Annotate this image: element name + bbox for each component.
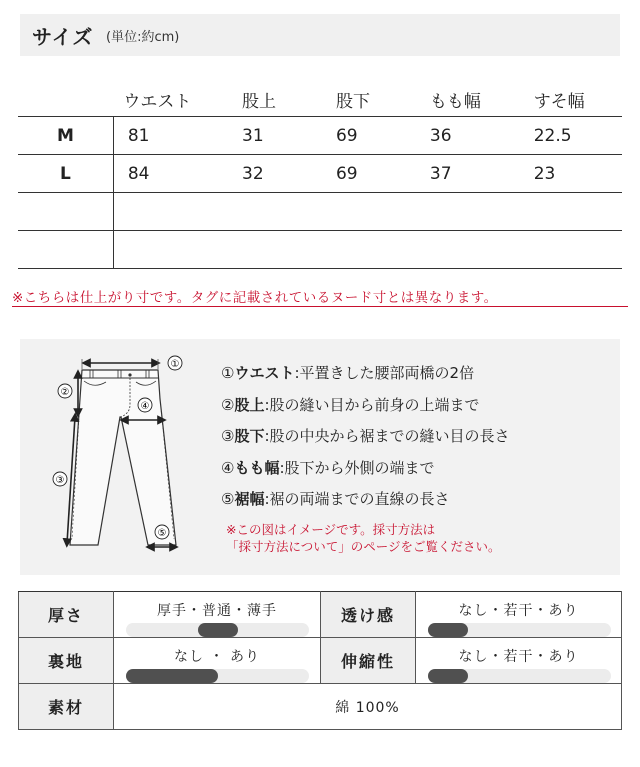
column-hem: すそ幅 bbox=[533, 92, 585, 112]
size-unit: (単位:約cm) bbox=[106, 30, 180, 45]
spec-material-value: 綿 100% bbox=[114, 684, 622, 730]
level-indicator bbox=[428, 623, 468, 637]
size-table bbox=[18, 83, 622, 269]
svg-text:⑤: ⑤ bbox=[157, 528, 167, 539]
size-label-empty bbox=[18, 193, 113, 231]
table-cell-empty bbox=[113, 231, 622, 269]
spec-options: 厚手・普通・薄手 bbox=[157, 603, 277, 619]
size-label-empty bbox=[18, 231, 113, 269]
pants-diagram-icon bbox=[20, 339, 220, 575]
spec-row bbox=[19, 638, 622, 684]
table-cell: 36 bbox=[430, 117, 534, 155]
column-inseam: 股下 bbox=[335, 92, 370, 112]
guide-item-waist: ①ウエスト:平置きした腰部両橋の2倍 bbox=[221, 364, 475, 382]
spec-row bbox=[19, 684, 622, 730]
table-cell: 37 bbox=[430, 155, 534, 193]
size-table-corner bbox=[18, 83, 113, 117]
table-cell: 69 bbox=[336, 155, 430, 193]
guide-item-inseam: ③股下:股の中央から裾までの縫い目の長さ bbox=[221, 427, 510, 445]
spec-lining bbox=[114, 638, 321, 684]
level-bar-track bbox=[126, 669, 309, 683]
table-cell: 69 bbox=[336, 117, 430, 155]
level-indicator bbox=[198, 623, 238, 637]
spec-options: なし ・ あり bbox=[174, 649, 260, 665]
spec-label-material: 素材 bbox=[19, 684, 114, 730]
size-label-l: L bbox=[18, 155, 113, 193]
spec-options: なし・若干・あり bbox=[458, 603, 579, 619]
table-cell-empty bbox=[113, 193, 622, 231]
svg-text:④: ④ bbox=[140, 401, 150, 412]
spec-thickness bbox=[114, 592, 321, 638]
column-thigh: もも幅 bbox=[429, 92, 481, 112]
column-waist: ウエスト bbox=[123, 92, 192, 112]
measurement-guide-list bbox=[221, 362, 510, 520]
finished-size-notice: ※こちらは仕上がり寸です。タグに記載されているヌード寸とは異なります。 bbox=[12, 290, 498, 306]
level-bar-track bbox=[126, 623, 309, 637]
table-cell: 23 bbox=[534, 155, 622, 193]
guide-item-hem: ⑤裾幅:裾の両端までの直線の長さ bbox=[221, 490, 450, 508]
size-title: サイズ bbox=[32, 25, 94, 49]
level-bar-track bbox=[428, 669, 611, 683]
table-row bbox=[18, 193, 622, 231]
table-cell: 31 bbox=[242, 117, 336, 155]
table-row bbox=[18, 117, 622, 155]
svg-text:③: ③ bbox=[55, 475, 65, 486]
table-cell: 81 bbox=[113, 117, 242, 155]
guide-note: ※この図はイメージです。採寸方法は 「採寸方法について」のページをご覧ください。 bbox=[226, 522, 501, 554]
svg-text:②: ② bbox=[60, 387, 70, 398]
table-row bbox=[18, 155, 622, 193]
table-row bbox=[18, 231, 622, 269]
notice-underline bbox=[12, 306, 628, 307]
table-cell: 32 bbox=[242, 155, 336, 193]
level-indicator bbox=[428, 669, 468, 683]
spec-label-stretch: 伸縮性 bbox=[321, 638, 416, 684]
table-cell: 22.5 bbox=[534, 117, 622, 155]
level-indicator bbox=[126, 669, 218, 683]
spec-label-thickness: 厚さ bbox=[19, 592, 114, 638]
size-table-header bbox=[18, 83, 622, 117]
spec-row bbox=[19, 592, 622, 638]
spec-transparency bbox=[416, 592, 622, 638]
spec-label-lining: 裏地 bbox=[19, 638, 114, 684]
spec-stretch bbox=[416, 638, 622, 684]
spec-options: なし・若干・あり bbox=[458, 649, 579, 665]
table-cell: 84 bbox=[113, 155, 242, 193]
size-label-m: M bbox=[18, 117, 113, 155]
svg-text:①: ① bbox=[170, 359, 180, 370]
size-header bbox=[20, 14, 620, 56]
guide-item-thigh: ④もも幅:股下から外側の端まで bbox=[221, 458, 435, 477]
column-rise: 股上 bbox=[242, 92, 277, 112]
spec-label-transparency: 透け感 bbox=[321, 592, 416, 638]
level-bar-track bbox=[428, 623, 611, 637]
guide-item-rise: ②股上:股の縫い目から前身の上端まで bbox=[221, 395, 480, 414]
spec-table bbox=[18, 591, 622, 730]
